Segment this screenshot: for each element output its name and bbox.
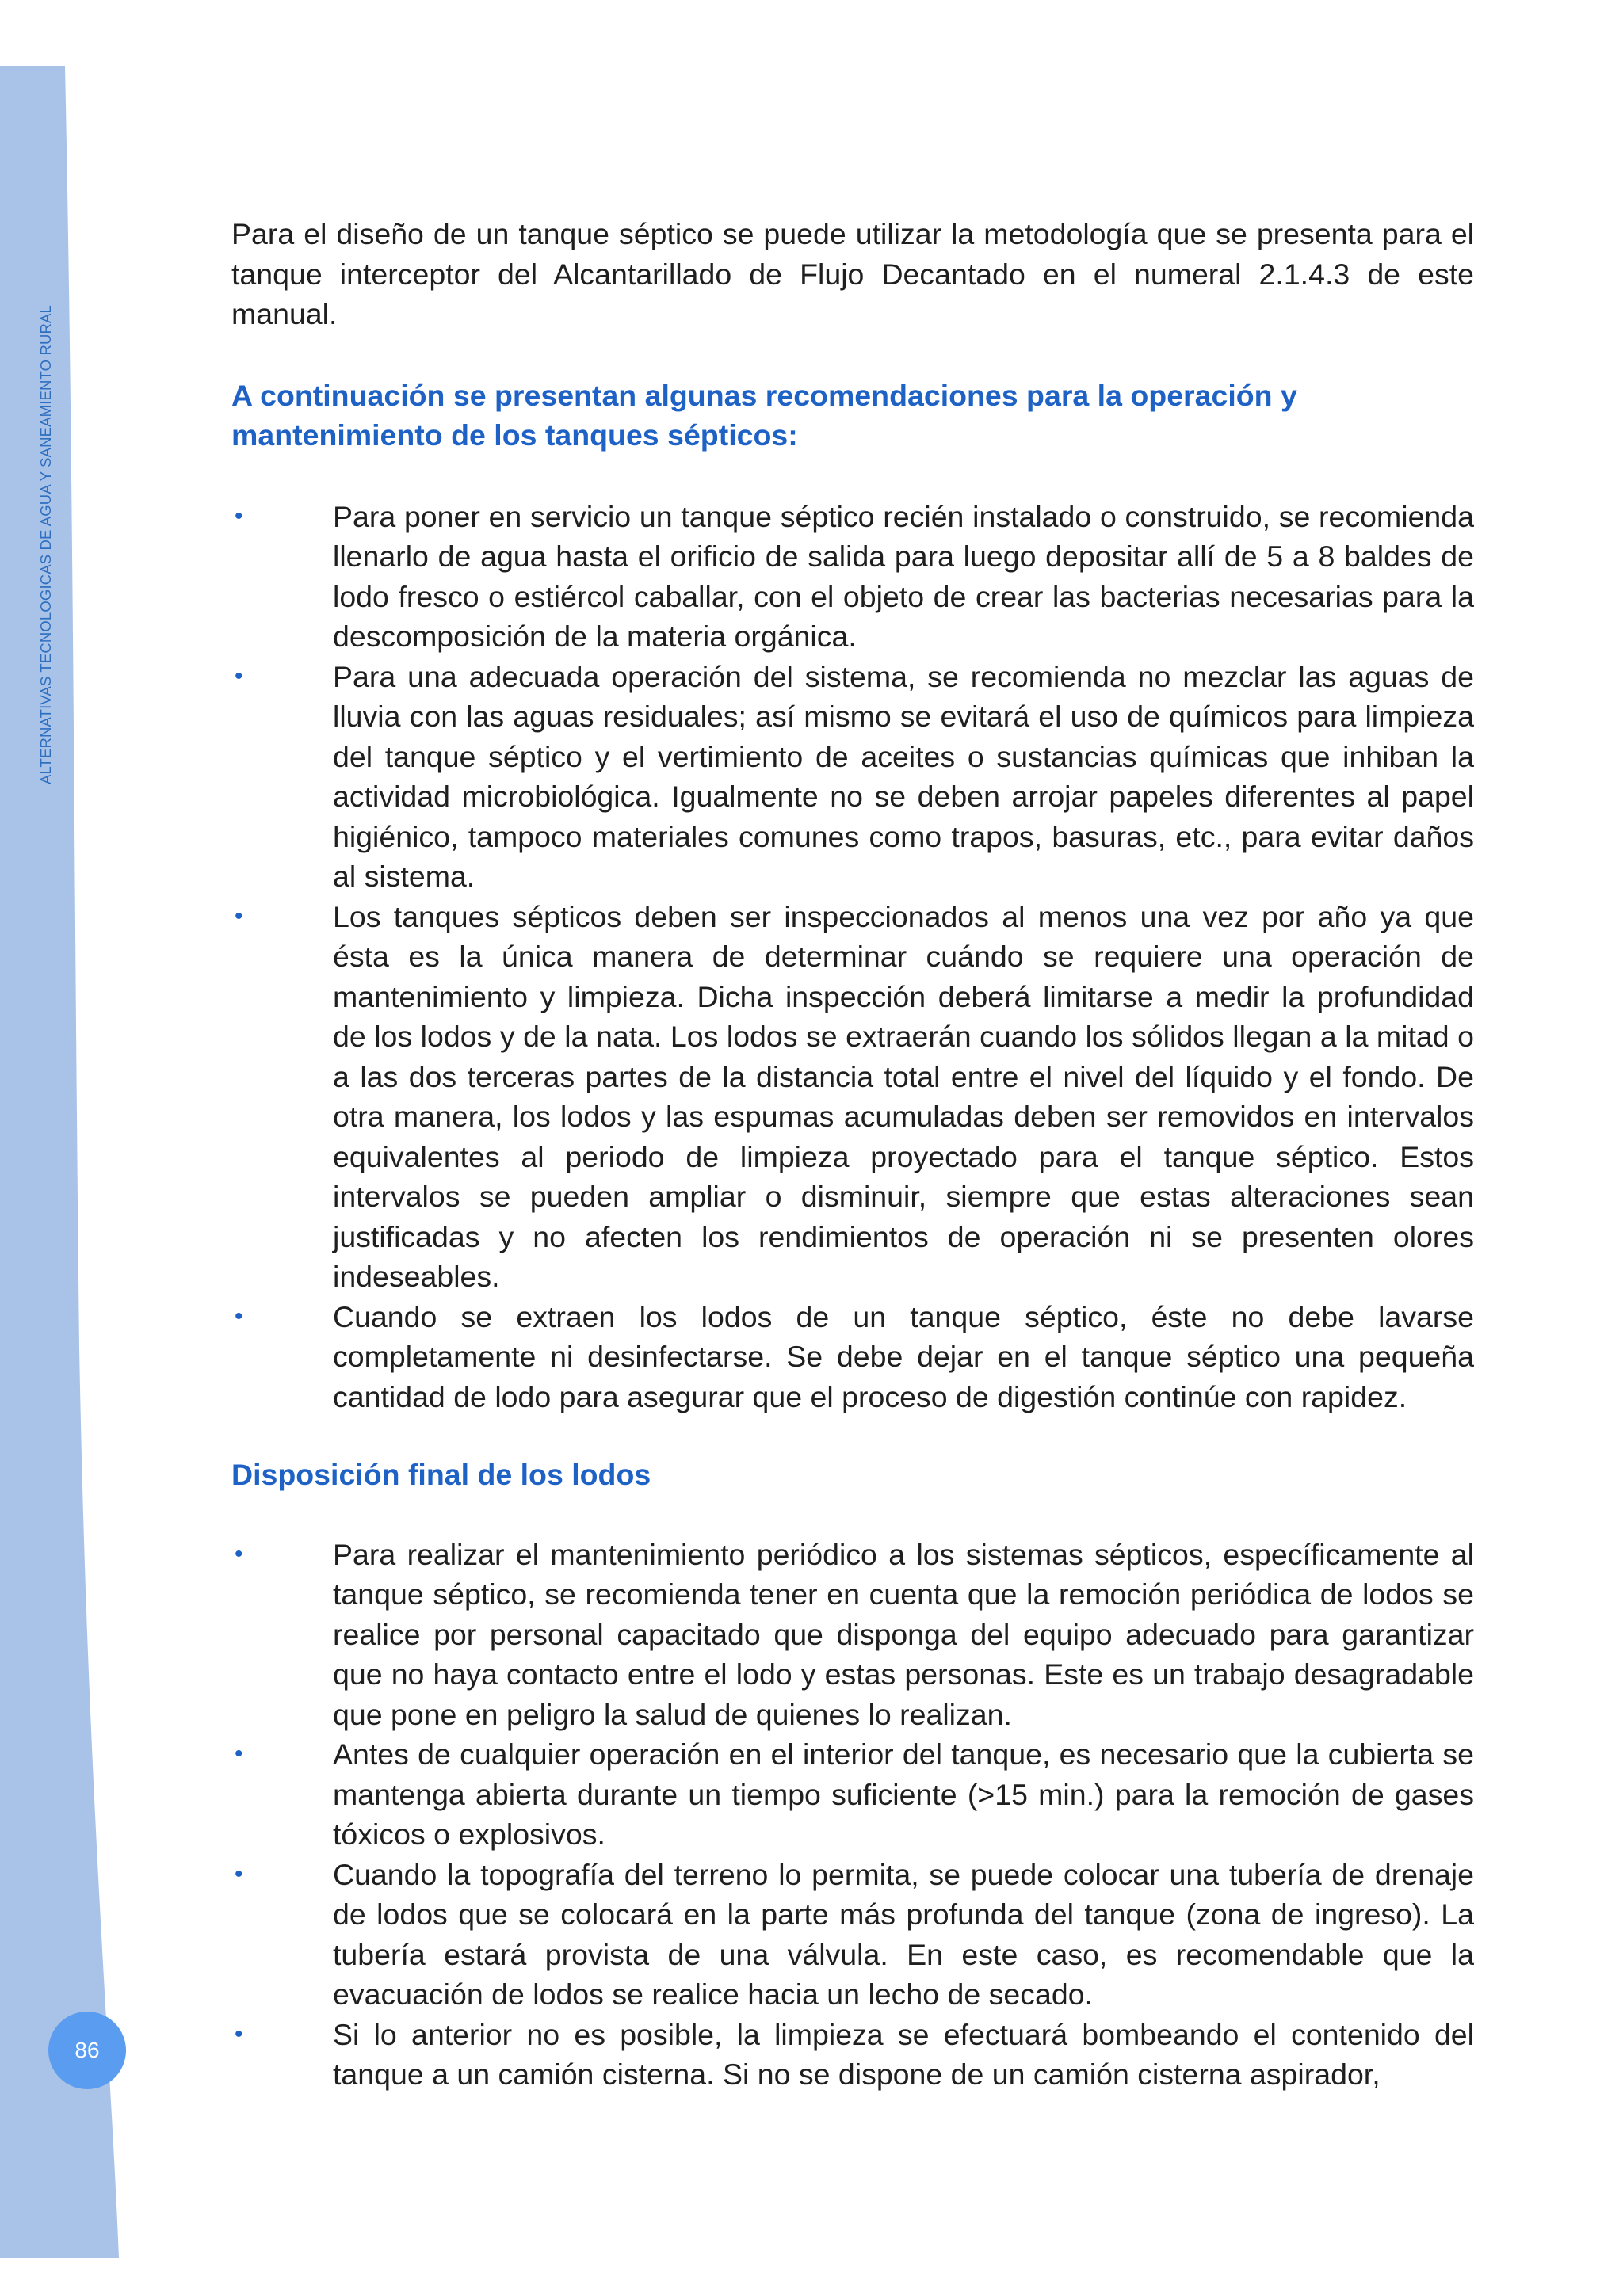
bullet-icon: • — [235, 1540, 243, 1567]
list-item — [231, 1855, 1474, 2015]
list-item-text: Cuando se extraen los lodos de un tanque séptico, éste no debe lavarse completamente ni desinfectarse. Se debe dejar en el tanque séptico una pequeña cantidad de lodo para asegurar que el proceso de digestión continúe con rapidez. — [333, 1299, 1474, 1413]
sidebar-band — [0, 0, 127, 2296]
list-item — [231, 897, 1474, 1297]
list-item — [231, 1535, 1474, 1735]
list-item — [231, 657, 1474, 897]
list-item-text: Si lo anterior no es posible, la limpieza se efectuará bombeando el contenido del tanque a un camión cisterna. Si no se dispone de un camión cisterna aspirador, — [333, 2017, 1474, 2091]
list-item — [231, 1297, 1474, 1417]
bullet-icon: • — [235, 1860, 243, 1887]
intro-paragraph: Para el diseño de un tanque séptico se puede utilizar la metodología que se presenta para el tanque interceptor del Alcantarillado de Flujo Decantado en el numeral 2.1.4.3 de este manual. — [231, 217, 1474, 330]
section-heading-operation: A continuación se presentan algunas recomendaciones para la operación y mantenimiento de los tanques sépticos: — [231, 378, 1297, 452]
running-title: ALTERNATIVAS TECNOLOGICAS DE AGUA Y SANEAMIENTO RURAL — [37, 305, 54, 784]
list-item — [231, 1734, 1474, 1855]
page-content — [231, 214, 1474, 2095]
list-item-text: Antes de cualquier operación en el interior del tanque, es necesario que la cubierta se mantenga abierta durante un tiempo suficiente (>15 min.) para la remoción de gases tóxicos o explosivos. — [333, 1737, 1474, 1851]
bullet-icon: • — [235, 1741, 243, 1767]
sludge-disposal-list — [231, 1535, 1474, 2095]
bullet-icon: • — [235, 1302, 243, 1329]
bullet-icon: • — [235, 662, 243, 689]
bullet-icon: • — [235, 502, 243, 529]
operation-recommendations-list — [231, 497, 1474, 1417]
list-item-text: Para realizar el mantenimiento periódico a los sistemas sépticos, específicamente al tanque séptico, se recomienda tener en cuenta que la remoción periódica de lodos se realice por personal capacitado que disponga del equipo adecuado para garantizar que no haya contacto entre el lodo y estas personas. Este es un trabajo desagradable que pone en peligro la salud de quienes lo realizan. — [333, 1537, 1474, 1731]
bullet-icon: • — [235, 902, 243, 929]
section-heading-disposal: Disposición final de los lodos — [231, 1458, 651, 1491]
list-item-text: Para una adecuada operación del sistema, se recomienda no mezclar las aguas de lluvia con las aguas residuales; así mismo se evitará el uso de químicos para limpieza del tanque séptico y el vertimiento de aceites o sustancias químicas que inhiban la actividad microbiológica. Igualmente no se deben arrojar papeles diferentes al papel higiénico, tampoco materiales comunes como trapos, basuras, etc., para evitar daños al sistema. — [333, 659, 1474, 893]
bullet-icon: • — [235, 2020, 243, 2047]
list-item-text: Cuando la topografía del terreno lo permita, se puede colocar una tubería de drenaje de lodos que se colocará en la parte más profunda del tanque (zona de ingreso). La tubería estará provista de una válvula. En este caso, es recomendable que la evacuación de lodos se realice hacia un lecho de secado. — [333, 1857, 1474, 2011]
page-number-badge: 86 — [48, 2012, 126, 2089]
list-item-text: Para poner en servicio un tanque séptico recién instalado o construido, se recomienda llenarlo de agua hasta el orificio de salida para luego depositar allí de 5 a 8 baldes de lodo fresco o estiércol caballar, con el objeto de crear las bacterias necesarias para la descomposición de la materia orgánica. — [333, 499, 1474, 653]
list-item — [231, 497, 1474, 657]
list-item-text: Los tanques sépticos deben ser inspeccionados al menos una vez por año ya que ésta es la única manera de determinar cuándo se requiere una operación de mantenimiento y limpieza. Dicha inspección deberá limitarse a medir la profundidad de los lodos y de la nata. Los lodos se extraerán cuando los sólidos llegan a la mitad o a las dos terceras partes de la distancia total entre el nivel del líquido y el fondo. De otra manera, los lodos y las espumas acumuladas deben ser removidos en intervalos equivalentes al periodo de limpieza proyectado para el tanque séptico. Estos intervalos se pueden ampliar o disminuir, siempre que estas alteraciones sean justificadas y no afecten los rendimientos de operación ni se presenten olores indeseables. — [333, 899, 1474, 1293]
list-item — [231, 2015, 1474, 2095]
